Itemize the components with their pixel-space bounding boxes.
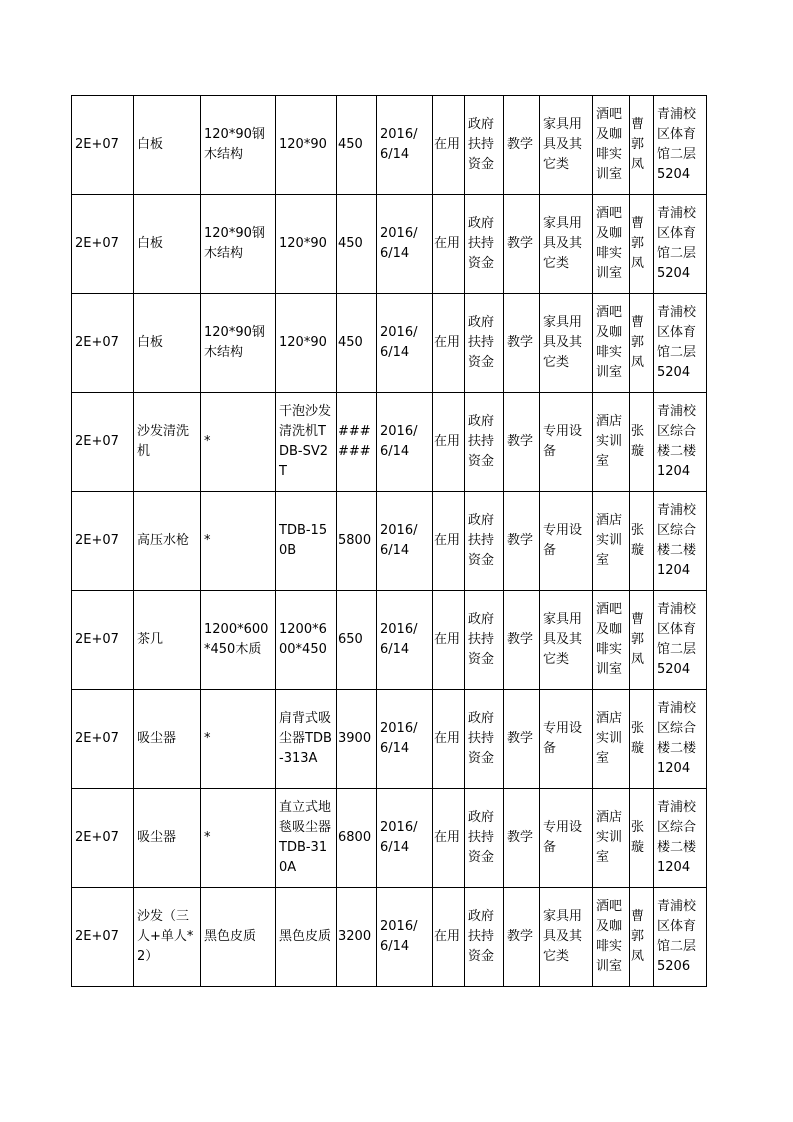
cell-keeper: 曹郭凤 — [630, 195, 654, 294]
cell-date: 2016/6/14 — [377, 393, 433, 492]
cell-location: 青浦校区体育馆二层5206 — [654, 888, 707, 987]
table-row — [72, 195, 707, 294]
cell-status: 在用 — [433, 888, 465, 987]
cell-model: 120*90 — [276, 96, 337, 195]
cell-name: 白板 — [134, 195, 201, 294]
cell-dept: 酒店实训室 — [593, 789, 630, 888]
cell-code: 2E+07 — [72, 492, 134, 591]
cell-location: 青浦校区综合楼二楼1204 — [654, 492, 707, 591]
cell-name: 吸尘器 — [134, 690, 201, 789]
cell-model: 黑色皮质 — [276, 888, 337, 987]
cell-code: 2E+07 — [72, 195, 134, 294]
cell-model: 1200*600*450 — [276, 591, 337, 690]
table-row — [72, 294, 707, 393]
cell-category: 专用设备 — [540, 690, 593, 789]
cell-use: 教学 — [504, 195, 540, 294]
cell-code: 2E+07 — [72, 591, 134, 690]
cell-price: 3200 — [337, 888, 377, 987]
cell-date: 2016/6/14 — [377, 690, 433, 789]
cell-use: 教学 — [504, 690, 540, 789]
cell-location: 青浦校区综合楼二楼1204 — [654, 393, 707, 492]
cell-location: 青浦校区体育馆二层5204 — [654, 195, 707, 294]
cell-spec: 1200*600*450木质 — [201, 591, 276, 690]
cell-funding: 政府扶持资金 — [465, 294, 504, 393]
cell-status: 在用 — [433, 195, 465, 294]
cell-name: 沙发清洗机 — [134, 393, 201, 492]
cell-date: 2016/6/14 — [377, 492, 433, 591]
cell-status: 在用 — [433, 393, 465, 492]
cell-name: 吸尘器 — [134, 789, 201, 888]
cell-dept: 酒吧及咖啡实训室 — [593, 888, 630, 987]
cell-use: 教学 — [504, 789, 540, 888]
cell-spec: 黑色皮质 — [201, 888, 276, 987]
cell-funding: 政府扶持资金 — [465, 393, 504, 492]
cell-location: 青浦校区体育馆二层5204 — [654, 591, 707, 690]
cell-status: 在用 — [433, 591, 465, 690]
cell-price: 3900 — [337, 690, 377, 789]
cell-use: 教学 — [504, 888, 540, 987]
cell-code: 2E+07 — [72, 393, 134, 492]
cell-dept: 酒吧及咖啡实训室 — [593, 294, 630, 393]
cell-model: 120*90 — [276, 195, 337, 294]
table-row — [72, 888, 707, 987]
cell-category: 专用设备 — [540, 492, 593, 591]
cell-dept: 酒吧及咖啡实训室 — [593, 96, 630, 195]
cell-price: ###### — [337, 393, 377, 492]
cell-category: 家具用具及其它类 — [540, 591, 593, 690]
cell-dept: 酒店实训室 — [593, 690, 630, 789]
cell-status: 在用 — [433, 789, 465, 888]
cell-price: 650 — [337, 591, 377, 690]
cell-category: 专用设备 — [540, 789, 593, 888]
cell-dept: 酒店实训室 — [593, 393, 630, 492]
cell-funding: 政府扶持资金 — [465, 492, 504, 591]
cell-spec: * — [201, 789, 276, 888]
cell-status: 在用 — [433, 492, 465, 591]
cell-price: 6800 — [337, 789, 377, 888]
table-row — [72, 591, 707, 690]
cell-code: 2E+07 — [72, 294, 134, 393]
table-row — [72, 393, 707, 492]
cell-price: 450 — [337, 195, 377, 294]
cell-date: 2016/6/14 — [377, 195, 433, 294]
cell-keeper: 张璇 — [630, 789, 654, 888]
table-row — [72, 492, 707, 591]
cell-spec: 120*90钢木结构 — [201, 195, 276, 294]
cell-code: 2E+07 — [72, 690, 134, 789]
cell-keeper: 张璇 — [630, 690, 654, 789]
cell-category: 专用设备 — [540, 393, 593, 492]
cell-name: 白板 — [134, 96, 201, 195]
cell-category: 家具用具及其它类 — [540, 195, 593, 294]
cell-keeper: 曹郭凤 — [630, 96, 654, 195]
cell-model: 直立式地毯吸尘器TDB-310A — [276, 789, 337, 888]
cell-spec: * — [201, 492, 276, 591]
cell-use: 教学 — [504, 393, 540, 492]
cell-date: 2016/6/14 — [377, 96, 433, 195]
cell-date: 2016/6/14 — [377, 789, 433, 888]
cell-status: 在用 — [433, 294, 465, 393]
cell-model: 干泡沙发清洗机TDB-SV2T — [276, 393, 337, 492]
cell-spec: * — [201, 393, 276, 492]
cell-location: 青浦校区体育馆二层5204 — [654, 294, 707, 393]
cell-funding: 政府扶持资金 — [465, 888, 504, 987]
cell-code: 2E+07 — [72, 96, 134, 195]
cell-use: 教学 — [504, 492, 540, 591]
cell-spec: 120*90钢木结构 — [201, 96, 276, 195]
cell-funding: 政府扶持资金 — [465, 591, 504, 690]
cell-keeper: 曹郭凤 — [630, 591, 654, 690]
cell-name: 白板 — [134, 294, 201, 393]
cell-use: 教学 — [504, 96, 540, 195]
cell-price: 450 — [337, 294, 377, 393]
cell-code: 2E+07 — [72, 789, 134, 888]
cell-keeper: 曹郭凤 — [630, 888, 654, 987]
cell-name: 沙发（三人+单人*2） — [134, 888, 201, 987]
table-body — [72, 96, 707, 987]
cell-category: 家具用具及其它类 — [540, 96, 593, 195]
cell-location: 青浦校区综合楼二楼1204 — [654, 690, 707, 789]
cell-keeper: 张璇 — [630, 393, 654, 492]
cell-keeper: 曹郭凤 — [630, 294, 654, 393]
cell-price: 450 — [337, 96, 377, 195]
cell-dept: 酒吧及咖啡实训室 — [593, 195, 630, 294]
cell-model: TDB-150B — [276, 492, 337, 591]
cell-price: 5800 — [337, 492, 377, 591]
cell-location: 青浦校区综合楼二楼1204 — [654, 789, 707, 888]
table-row — [72, 789, 707, 888]
cell-funding: 政府扶持资金 — [465, 195, 504, 294]
cell-status: 在用 — [433, 96, 465, 195]
cell-date: 2016/6/14 — [377, 294, 433, 393]
cell-name: 高压水枪 — [134, 492, 201, 591]
cell-status: 在用 — [433, 690, 465, 789]
cell-use: 教学 — [504, 294, 540, 393]
cell-category: 家具用具及其它类 — [540, 294, 593, 393]
cell-spec: 120*90钢木结构 — [201, 294, 276, 393]
cell-funding: 政府扶持资金 — [465, 789, 504, 888]
cell-funding: 政府扶持资金 — [465, 690, 504, 789]
cell-model: 肩背式吸尘器TDB-313A — [276, 690, 337, 789]
table-row — [72, 96, 707, 195]
cell-funding: 政府扶持资金 — [465, 96, 504, 195]
cell-date: 2016/6/14 — [377, 591, 433, 690]
cell-model: 120*90 — [276, 294, 337, 393]
cell-keeper: 张璇 — [630, 492, 654, 591]
cell-use: 教学 — [504, 591, 540, 690]
cell-name: 茶几 — [134, 591, 201, 690]
cell-spec: * — [201, 690, 276, 789]
cell-category: 家具用具及其它类 — [540, 888, 593, 987]
cell-date: 2016/6/14 — [377, 888, 433, 987]
asset-table — [71, 95, 707, 987]
cell-dept: 酒店实训室 — [593, 492, 630, 591]
cell-dept: 酒吧及咖啡实训室 — [593, 591, 630, 690]
cell-location: 青浦校区体育馆二层5204 — [654, 96, 707, 195]
cell-code: 2E+07 — [72, 888, 134, 987]
table-row — [72, 690, 707, 789]
